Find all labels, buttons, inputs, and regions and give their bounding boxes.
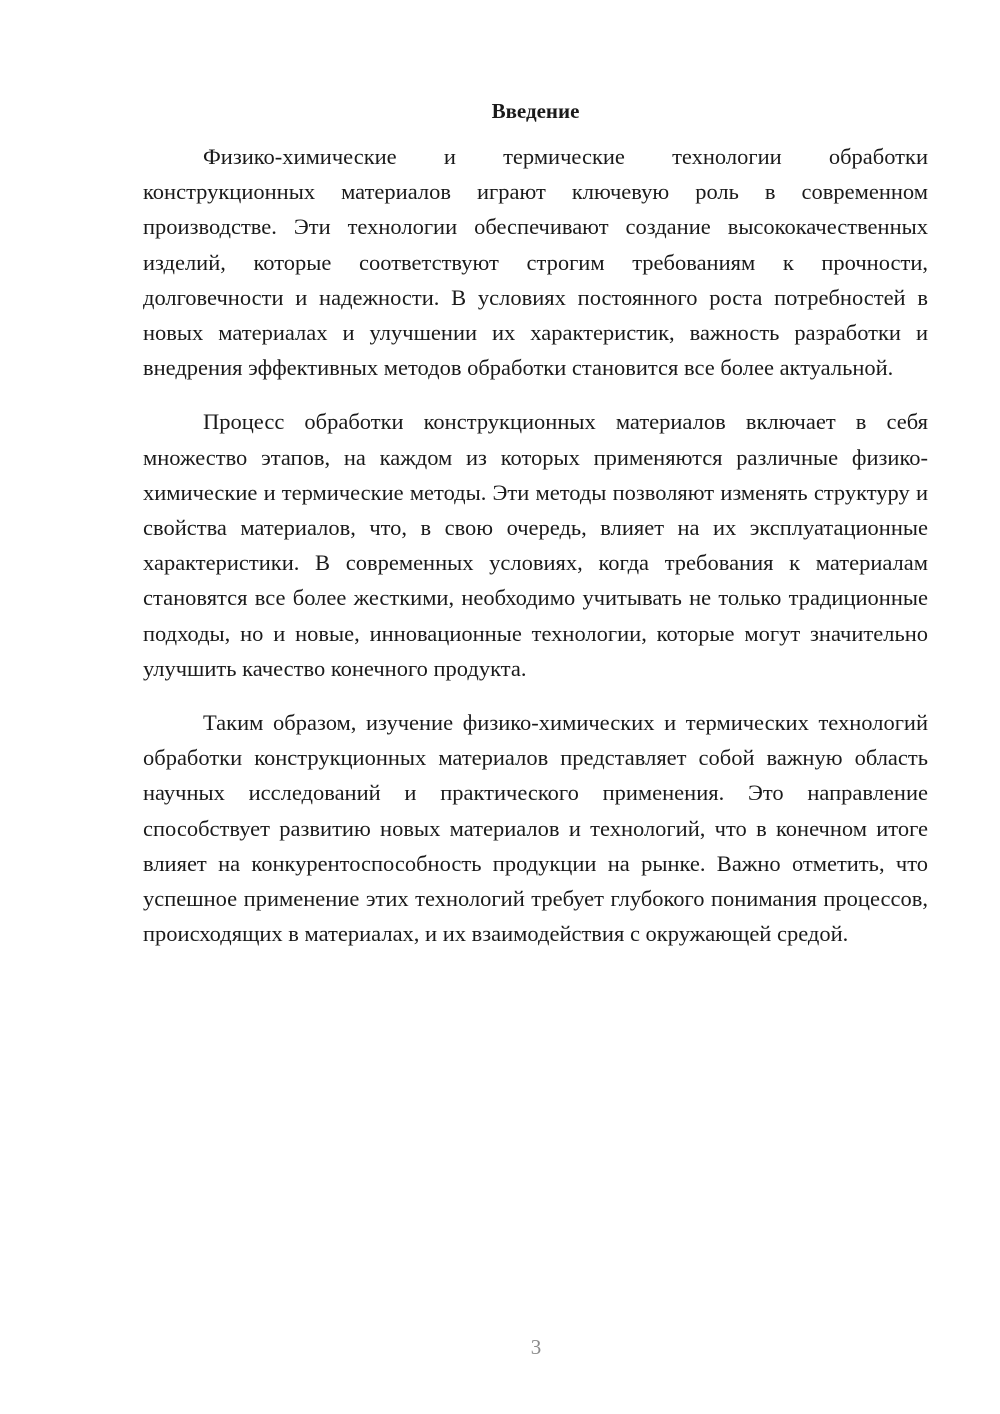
paragraph: Физико-химические и термические технологии обработки конструкционных материалов играют ключевую роль в современном производстве. Эти технологии обеспечивают создание высококачественных изделий, которые соответствуют строгим требованиям к прочности, долговечности и надежности. В условиях постоянного роста потребностей в новых материалах и улучшении их характеристик, важность разработки и внедрения эффективных методов обработки становится все более актуальной. (143, 144, 928, 381)
paragraph: Процесс обработки конструкционных материалов включает в себя множество этапов, на каждом из которых применяются различные физико-химические и термические методы. Эти методы позволяют изменять структуру и свойства материалов, что, в свою очередь, влияет на их эксплуатационные характеристики. В современных условиях, когда требования к материалам становятся все более жесткими, необходимо учитывать не только традиционные подходы, но и новые, инновационные технологии, которые могут значительно улучшить качество конечного продукта. (143, 409, 928, 681)
paragraph: Таким образом, изучение физико-химических и термических технологий обработки конструкционных материалов представляет собой важную область научных исследований и практического применения. Это направление способствует развитию новых материалов и технологий, что в конечном итоге влияет на конкурентоспособность продукции на рынке. Важно отметить, что успешное применение этих технологий требует глубокого понимания процессов, происходящих в материалах, и их взаимодействия с окружающей средой. (143, 710, 928, 947)
section-title: Введение (491, 99, 580, 123)
page-body (143, 96, 928, 951)
page-number: 3 (530, 1335, 542, 1359)
